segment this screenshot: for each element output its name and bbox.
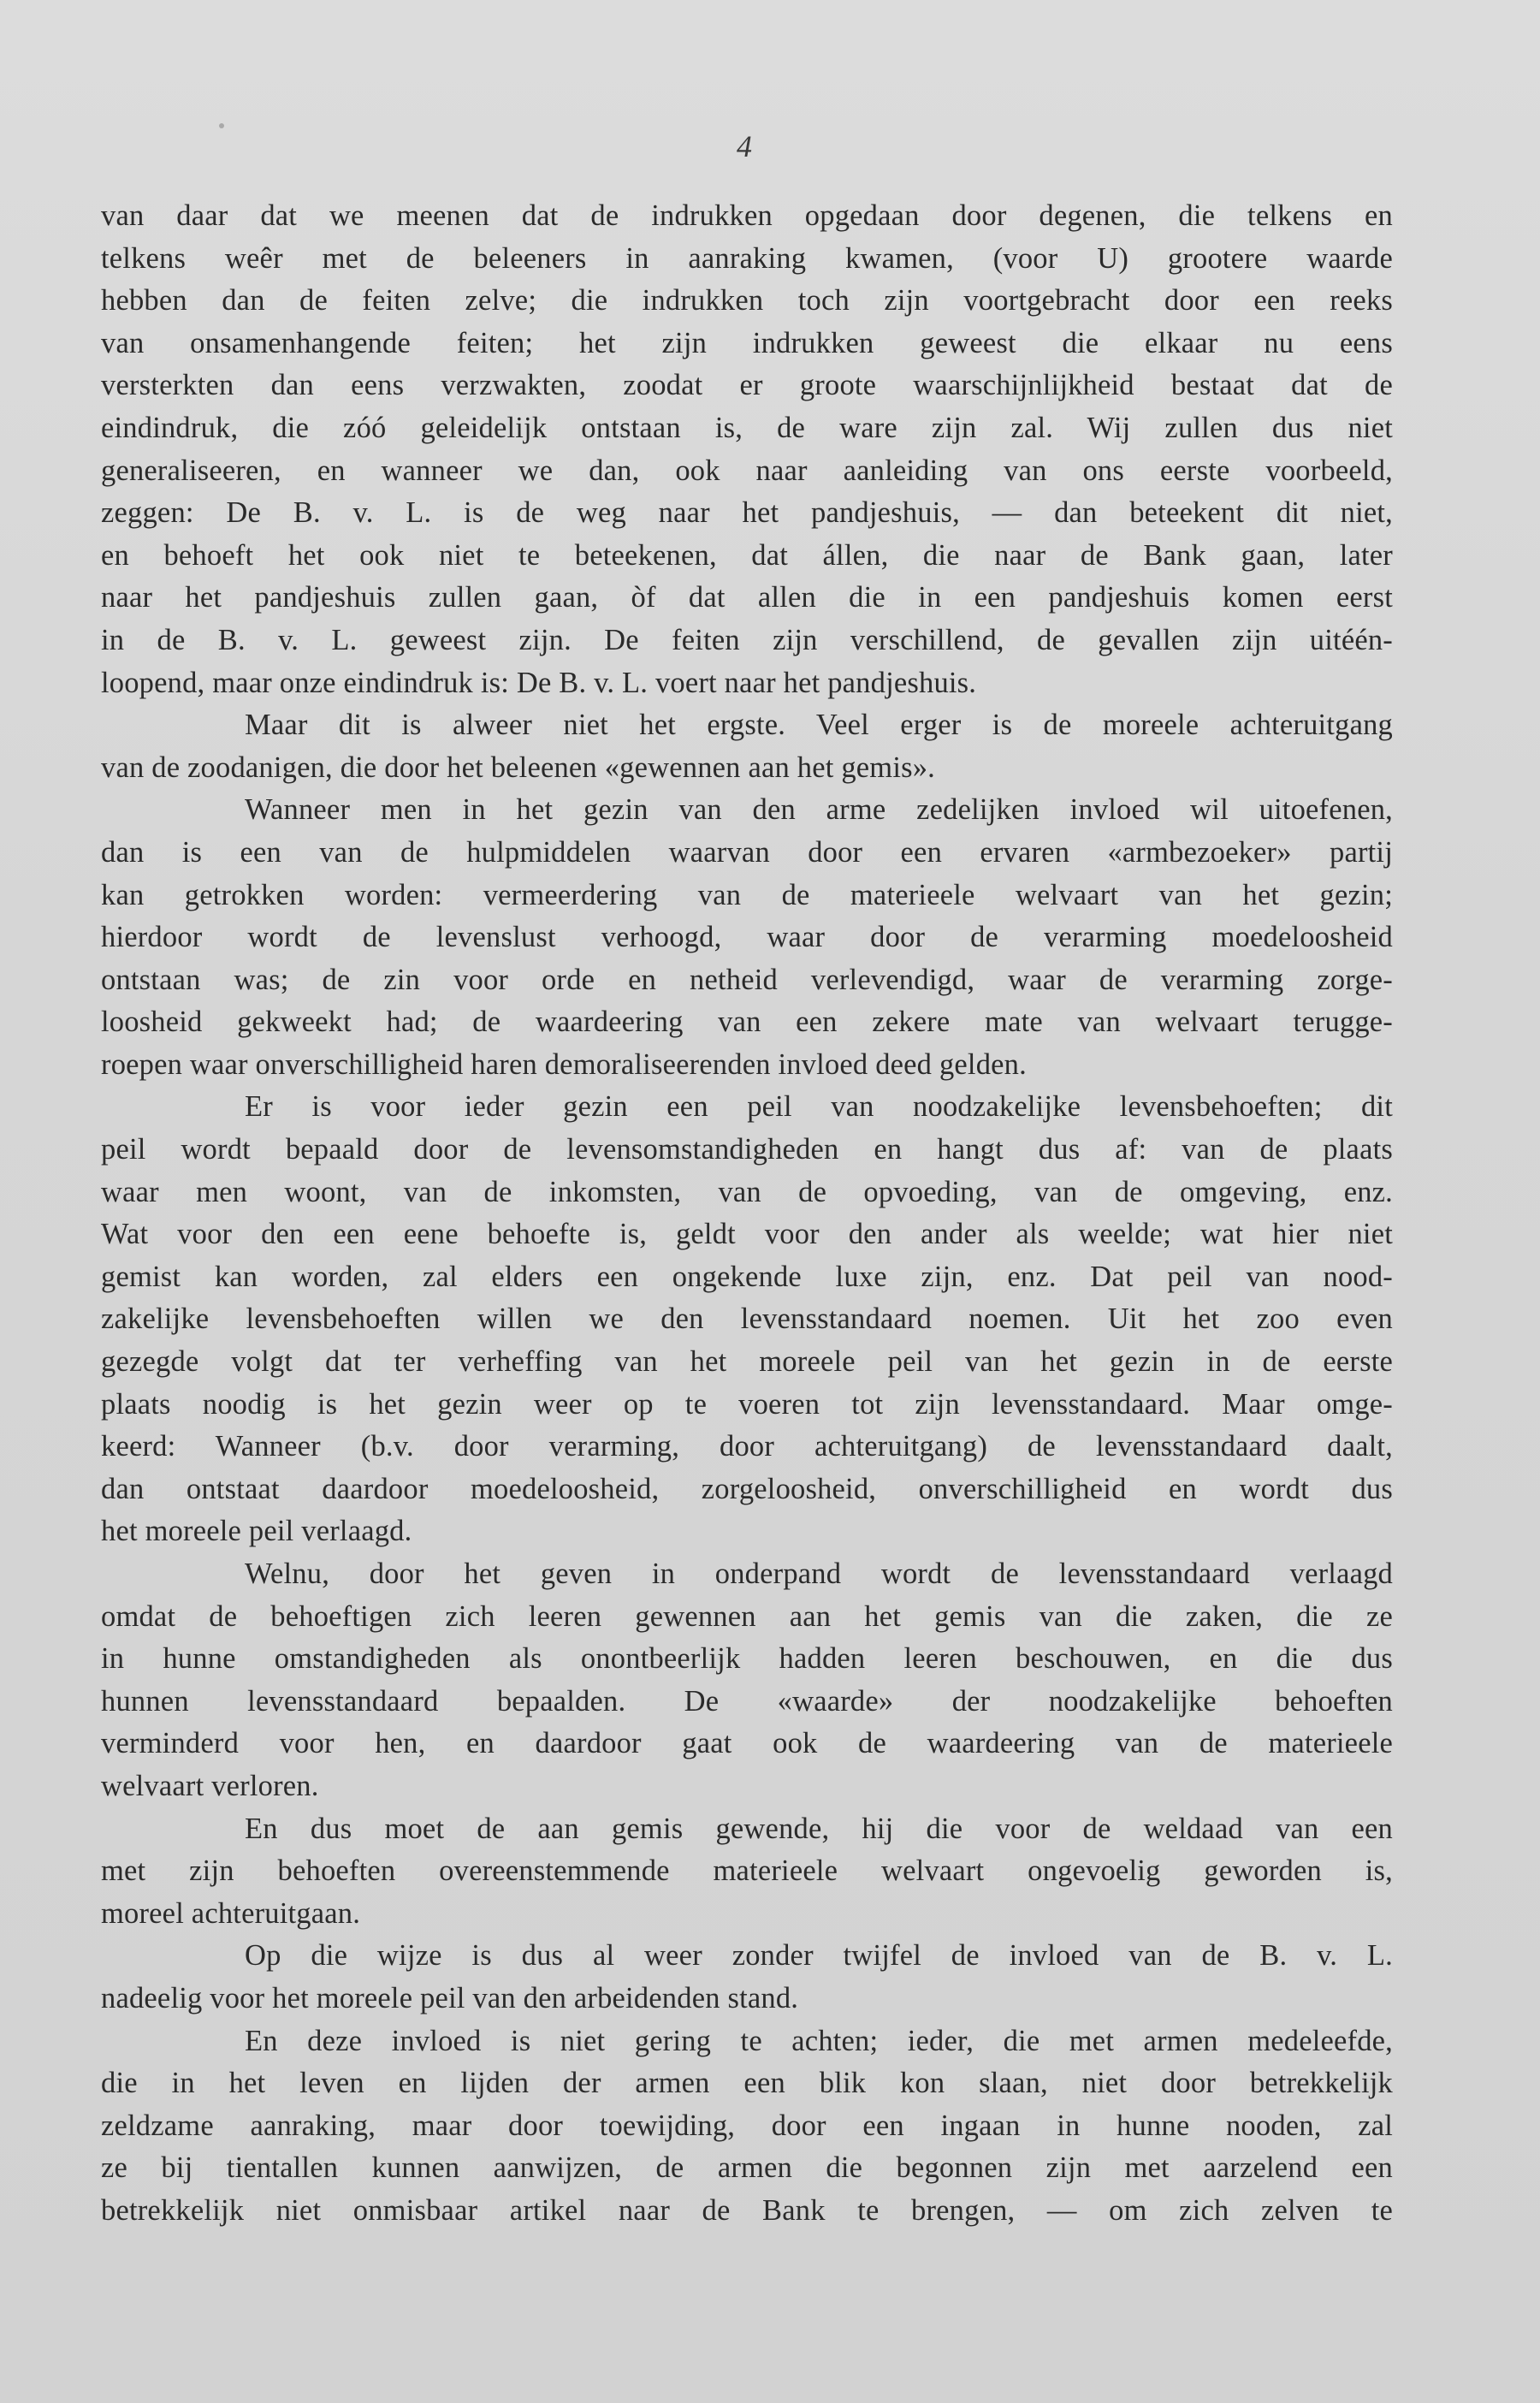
- text-line: ontstaan was; de zin voor orde en netheid verlevendigd, waar de verarming zorge-: [101, 963, 1393, 996]
- page-number: 4: [737, 129, 752, 163]
- text-line: keerd: Wanneer (b.v. door verarming, door achteruitgang) de levensstandaard daalt,: [101, 1430, 1393, 1463]
- text-line: moreel achteruitgaan.: [101, 1896, 361, 1930]
- text-line: dan is een van de hulpmiddelen waarvan door een ervaren «armbezoeker» partij: [101, 835, 1393, 869]
- text-line: loopend, maar onze eindindruk is: De B. v. L. voert naar het pandjeshuis.: [101, 666, 977, 699]
- text-line: in de B. v. L. geweest zijn. De feiten zijn verschillend, de gevallen zijn uitéén-: [101, 623, 1393, 656]
- text-line: welvaart verloren.: [101, 1769, 319, 1802]
- text-line: dan ontstaat daardoor moedeloosheid, zorgeloosheid, onverschilligheid en wordt dus: [101, 1472, 1393, 1505]
- text-line: versterkten dan eens verzwakten, zoodat er groote waarschijnlijkheid bestaat dat de: [101, 369, 1393, 402]
- text-line: ze bij tientallen kunnen aanwijzen, de armen die begonnen zijn met aarzelend een: [101, 2151, 1393, 2185]
- text-line: En deze invloed is niet gering te achten; ieder, die met armen medeleefde,: [245, 2024, 1393, 2057]
- text-line: Maar dit is alweer niet het ergste. Veel erger is de moreele achteruitgang: [245, 709, 1393, 742]
- text-line: peil wordt bepaald door de levensomstandigheden en hangt dus af: van de plaats: [101, 1133, 1393, 1166]
- text-line: waar men woont, van de inkomsten, van de opvoeding, van de omgeving, enz.: [101, 1175, 1393, 1208]
- text-line: en behoeft het ook niet te beteekenen, dat állen, die naar de Bank gaan, later: [101, 538, 1393, 572]
- text-line: eindindruk, die zóó geleidelijk ontstaan is, de ware zijn zal. Wij zullen dus niet: [101, 411, 1393, 444]
- text-line: Wat voor den een eene behoefte is, geldt voor den ander als weelde; wat hier niet: [101, 1218, 1393, 1251]
- text-line: roepen waar onverschilligheid haren demoraliseerenden invloed deed gelden.: [101, 1047, 1027, 1081]
- text-line: verminderd voor hen, en daardoor gaat ook de waardeering van de materieele: [101, 1727, 1393, 1760]
- text-line: zeldzame aanraking, maar door toewijding, door een ingaan in hunne nooden, zal: [101, 2109, 1393, 2142]
- text-line: die in het leven en lijden der armen een blik kon slaan, niet door betrekkelijk: [101, 2067, 1393, 2100]
- text-line: Welnu, door het geven in onderpand wordt de levensstandaard verlaagd: [245, 1558, 1393, 1590]
- text-line: van onsamenhangende feiten; het zijn indrukken geweest die elkaar nu eens: [101, 326, 1393, 359]
- text-line: omdat de behoeftigen zich leeren gewennen aan het gemis van die zaken, die ze: [101, 1599, 1393, 1633]
- text-line: En dus moet de aan gemis gewende, hij die voor de weldaad van een: [245, 1812, 1393, 1845]
- text-line: plaats noodig is het gezin weer op te voeren tot zijn levensstandaard. Maar omge-: [101, 1387, 1393, 1421]
- text-line: Wanneer men in het gezin van den arme zedelijken invloed wil uitoefenen,: [245, 793, 1393, 827]
- text-line: generaliseeren, en wanneer we dan, ook naar aanleiding van ons eerste voorbeeld,: [101, 454, 1393, 487]
- text-line: hebben dan de feiten zelve; die indrukken toch zijn voortgebracht door een reeks: [101, 284, 1393, 317]
- text-line: nadeelig voor het moreele peil van den arbeidenden stand.: [101, 1981, 799, 2014]
- text-line: het moreele peil verlaagd.: [101, 1515, 412, 1548]
- text-line: van de zoodanigen, die door het beleenen «gewennen aan het gemis».: [101, 751, 936, 784]
- text-line: Er is voor ieder gezin een peil van noodzakelijke levensbehoeften; dit: [245, 1090, 1393, 1124]
- text-line: zeggen: De B. v. L. is de weg naar het pandjeshuis, — dan beteekent dit niet,: [101, 496, 1393, 530]
- text-line: hierdoor wordt de levenslust verhoogd, waar door de verarming moedeloosheid: [101, 921, 1393, 954]
- text-line: naar het pandjeshuis zullen gaan, òf dat allen die in een pandjeshuis komen eerst: [101, 581, 1393, 614]
- text-line: met zijn behoeften overeenstemmende materieele welvaart ongevoelig geworden is,: [101, 1854, 1393, 1888]
- text-line: gezegde volgt dat ter verheffing van het moreele peil van het gezin in de eerste: [101, 1345, 1393, 1379]
- text-line: zakelijke levensbehoeften willen we den levensstandaard noemen. Uit het zoo even: [101, 1302, 1393, 1336]
- text-line: Op die wijze is dus al weer zonder twijfel de invloed van de B. v. L.: [245, 1939, 1393, 1973]
- text-line: betrekkelijk niet onmisbaar artikel naar de Bank te brengen, — om zich zelven te: [101, 2193, 1393, 2227]
- text-line: van daar dat we meenen dat de indrukken opgedaan door degenen, die telkens en: [101, 199, 1393, 232]
- text-line: loosheid gekweekt had; de waardeering van een zekere mate van welvaart terugge-: [101, 1006, 1393, 1039]
- text-line: kan getrokken worden: vermeerdering van de materieele welvaart van het gezin;: [101, 878, 1393, 911]
- body-text: [101, 195, 1393, 2233]
- text-line: telkens weêr met de beleeners in aanraking kwamen, (voor U) grootere waarde: [101, 241, 1393, 275]
- text-line: hunnen levensstandaard bepaalden. De «waarde» der noodzakelijke behoeften: [101, 1684, 1393, 1718]
- text-line: gemist kan worden, zal elders een ongekende luxe zijn, enz. Dat peil van nood-: [101, 1260, 1393, 1293]
- text-line: in hunne omstandigheden als onontbeerlijk hadden leeren beschouwen, en die dus: [101, 1642, 1393, 1676]
